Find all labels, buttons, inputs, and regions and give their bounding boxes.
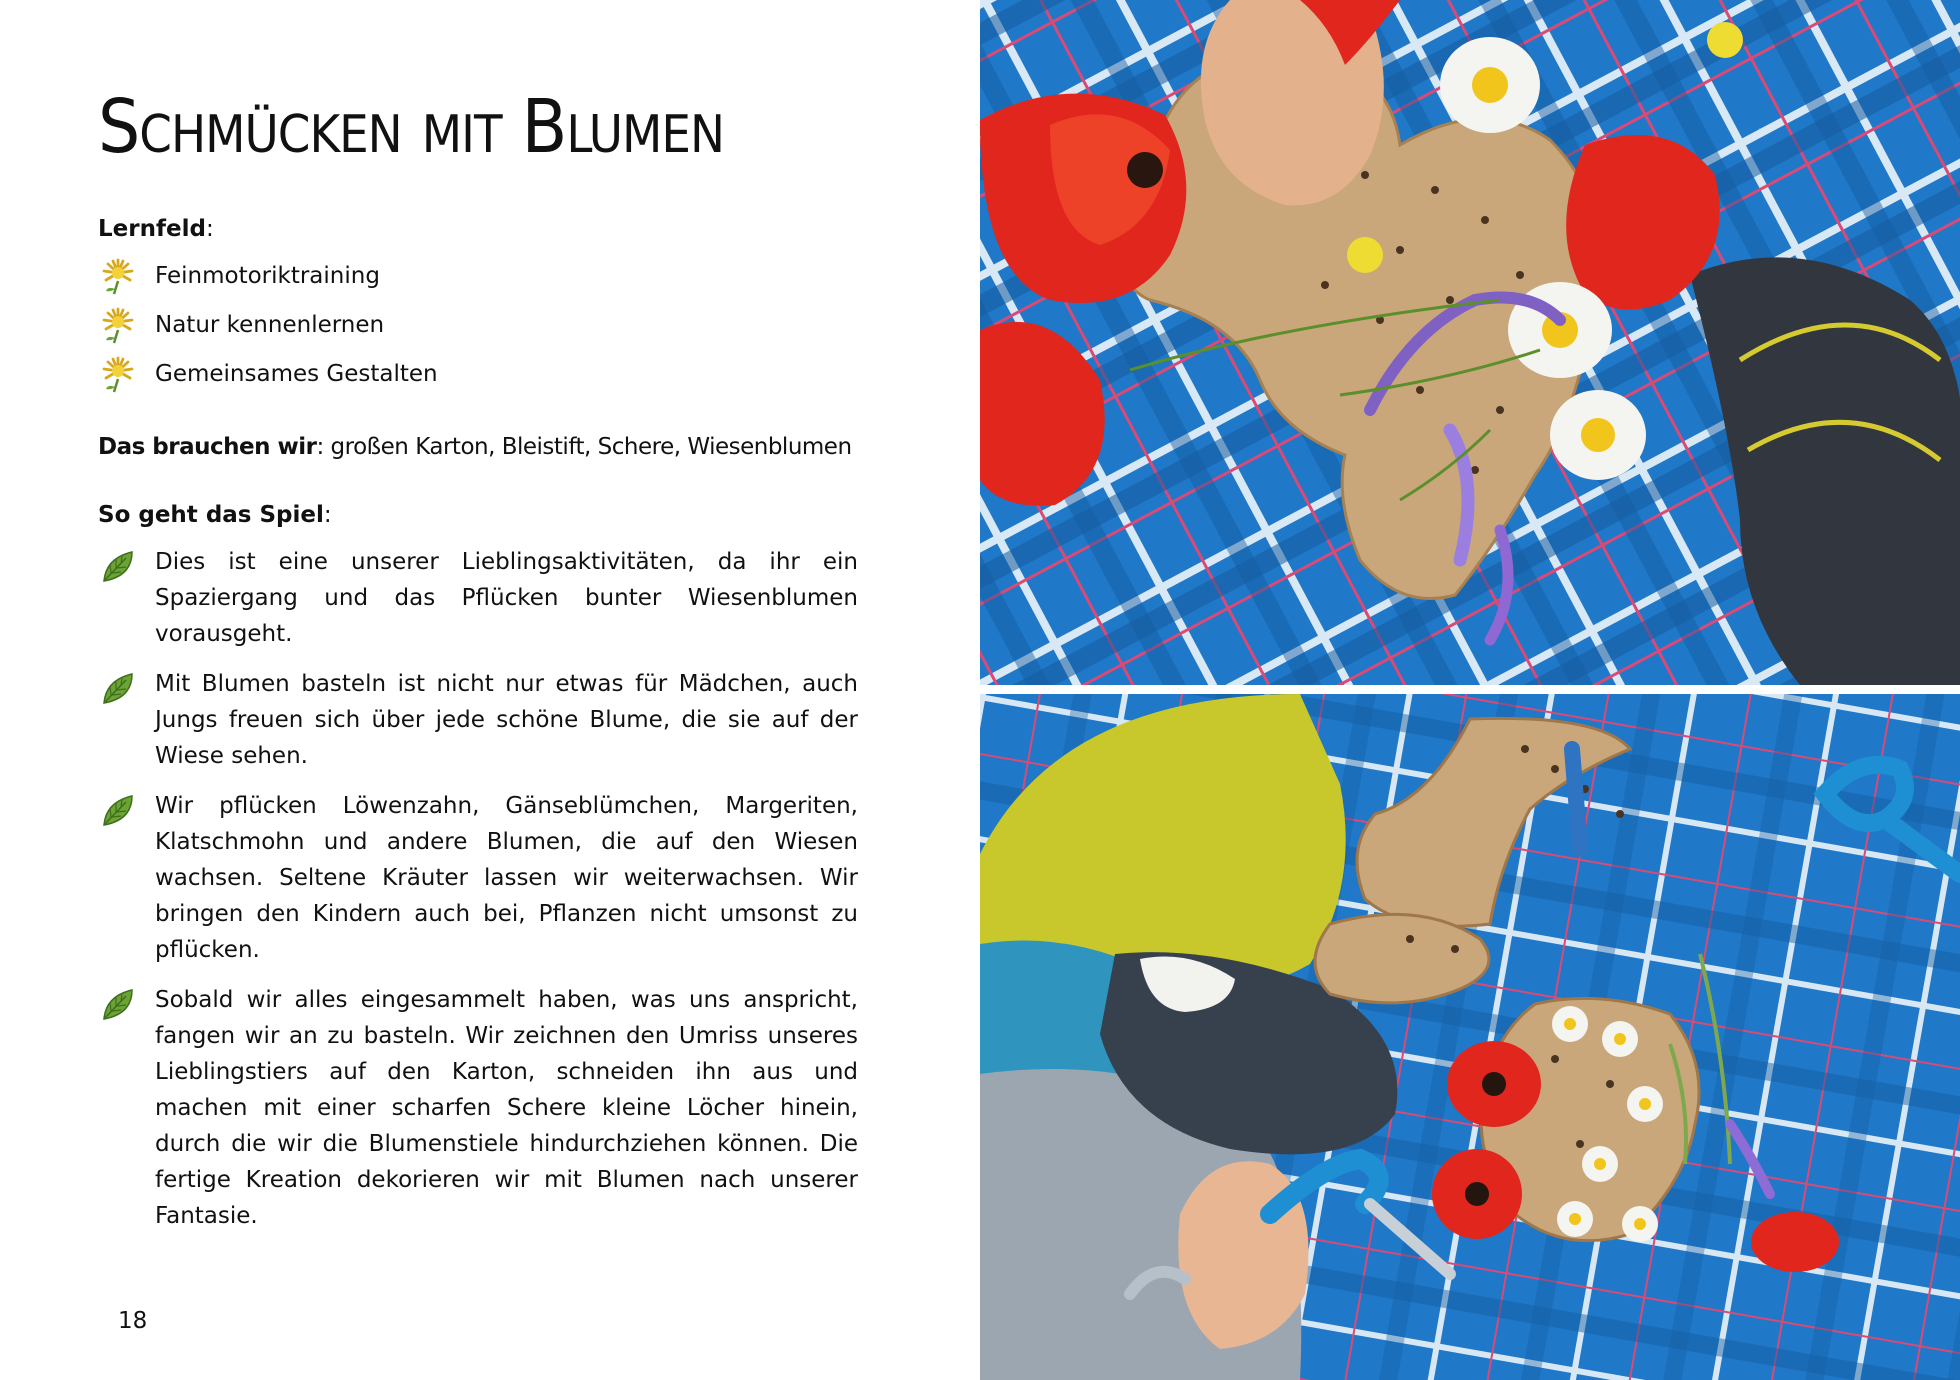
step-text: Mit Blumen basteln ist nicht nur etwas für Mädchen, auch Jungs freuen sich über jede schöne Blume, die sie auf der Wiese sehen. xyxy=(155,671,858,769)
list-item xyxy=(98,666,858,774)
top-photo xyxy=(980,0,1960,685)
leaf-icon xyxy=(98,984,138,1024)
child-crafting-photo xyxy=(980,694,1960,1380)
leaf-icon xyxy=(98,790,138,830)
learning-field-label: Lernfeld xyxy=(98,216,206,242)
leaf-icon xyxy=(98,668,138,708)
step-text: Dies ist eine unserer Lieblingsaktivitäten, da ihr ein Spaziergang und das Pflücken bunter Wiesenblumen vorausgeht. xyxy=(155,549,858,647)
list-item xyxy=(98,788,858,968)
materials-label: Das brauchen wir xyxy=(98,434,317,460)
learning-field-list xyxy=(98,252,858,399)
dandelion-icon xyxy=(98,305,138,345)
step-text: Sobald wir alles eingesammelt haben, was uns anspricht, fangen wir an zu basteln. Wir zeichnen den Umriss unseres Lieblingstiers auf den Karton, schneiden ihn aus und machen mit einer scharfen Schere kleine Löcher hinein, durch die wir die Blumenstiele hindurchziehen können. Die fertige Kreation dekorieren wir mit Blumen nach unserer Fantasie. xyxy=(155,987,858,1229)
game-heading: So geht das Spiel: xyxy=(98,502,332,528)
step-text: Wir pflücken Löwenzahn, Gänseblümchen, Margeriten, Klatschmohn und andere Blumen, die auf den Wiesen wachsen. Seltene Kräuter lassen wir weiterwachsen. Wir bringen den Kindern auch bei, Pflanzen nicht umsonst zu pflücken. xyxy=(155,793,858,963)
list-item xyxy=(98,252,858,301)
learning-field-heading: Lernfeld: xyxy=(98,216,214,242)
list-item xyxy=(98,301,858,350)
list-item xyxy=(98,350,858,399)
game-steps xyxy=(98,544,858,1248)
learning-field-item: Feinmotoriktraining xyxy=(155,263,380,289)
dandelion-icon xyxy=(98,256,138,296)
materials-line: Das brauchen wir: großen Karton, Bleistift, Schere, Wiesenblumen xyxy=(98,434,852,460)
dandelion-icon xyxy=(98,354,138,394)
page-number: 18 xyxy=(118,1308,148,1334)
materials-text: großen Karton, Bleistift, Schere, Wiesenblumen xyxy=(330,434,852,460)
list-item xyxy=(98,982,858,1234)
learning-field-item: Natur kennenlernen xyxy=(155,312,385,338)
list-item xyxy=(98,544,858,652)
leaf-icon xyxy=(98,546,138,586)
page-title: Schmücken mit Blumen xyxy=(98,84,724,170)
photo-page xyxy=(980,0,1960,1380)
bottom-photo xyxy=(980,694,1960,1380)
learning-field-item: Gemeinsames Gestalten xyxy=(155,361,438,387)
cardboard-animal-photo xyxy=(980,0,1960,685)
game-label: So geht das Spiel xyxy=(98,502,324,528)
